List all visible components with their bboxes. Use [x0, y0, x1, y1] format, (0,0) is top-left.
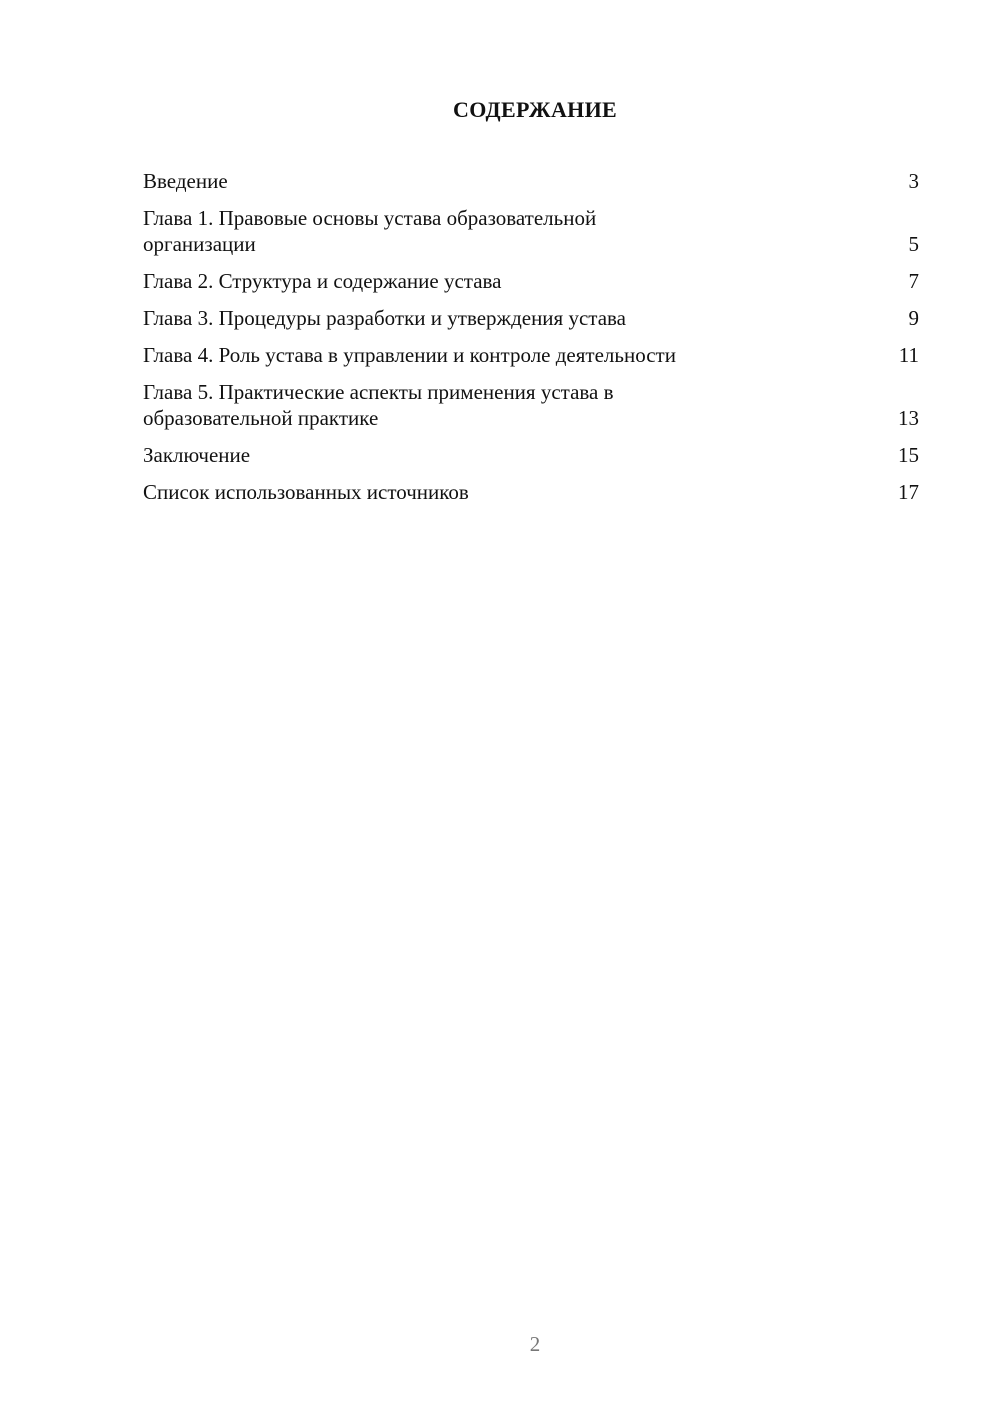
- toc-entry-label-line: Глава 2. Структура и содержание устава: [143, 269, 502, 293]
- toc-entry-label: [143, 342, 889, 368]
- toc-entry-page-number: 11: [898, 343, 919, 367]
- toc-entry-conclusion: [143, 442, 919, 468]
- toc-entry-chapter-3: [143, 305, 919, 331]
- toc-entry-label: [143, 305, 889, 331]
- toc-entry-chapter-5: [143, 379, 919, 431]
- toc-entry-label: [143, 442, 889, 468]
- toc-entry-label-line: Введение: [143, 169, 228, 193]
- toc-entry-label-line: Список использованных источников: [143, 480, 469, 504]
- toc-entry-page-number: 15: [898, 443, 919, 467]
- toc-entry-page-number: 3: [908, 169, 919, 193]
- toc-entry-page-number: 5: [908, 232, 919, 256]
- toc-entry-label: [143, 168, 889, 194]
- toc-entry-page-number: 17: [898, 480, 919, 504]
- toc-entry-label-line: Глава 3. Процедуры разработки и утверждения устава: [143, 306, 626, 330]
- toc-entry-label-line: Глава 4. Роль устава в управлении и контроле деятельности: [143, 343, 676, 367]
- toc-entry-references: [143, 479, 919, 505]
- toc-entry-label: [143, 379, 889, 431]
- toc-title: СОДЕРЖАНИЕ: [453, 97, 617, 122]
- toc-entry-label: [143, 479, 889, 505]
- toc-entry-page-number: 9: [908, 306, 919, 330]
- toc-entry-label-line: организации: [143, 232, 256, 256]
- toc-entry-label-line: Глава 5. Практические аспекты применения устава в: [143, 380, 614, 404]
- toc-entry-page-number: 7: [908, 269, 919, 293]
- toc-entry-chapter-2: [143, 268, 919, 294]
- toc-entry-label-line: образовательной практике: [143, 406, 379, 430]
- toc-entry-introduction: [143, 168, 919, 194]
- toc-entry-label: [143, 205, 889, 257]
- page-number: 2: [529, 1332, 541, 1356]
- toc-entry-page-number: 13: [898, 406, 919, 430]
- toc-entry-chapter-1: [143, 205, 919, 257]
- toc-entry-chapter-4: [143, 342, 919, 368]
- toc-entry-label-line: Заключение: [143, 443, 251, 467]
- toc-entry-label-line: Глава 1. Правовые основы устава образовательной: [143, 206, 597, 230]
- table-of-contents: [143, 168, 919, 516]
- toc-entry-label: [143, 268, 889, 294]
